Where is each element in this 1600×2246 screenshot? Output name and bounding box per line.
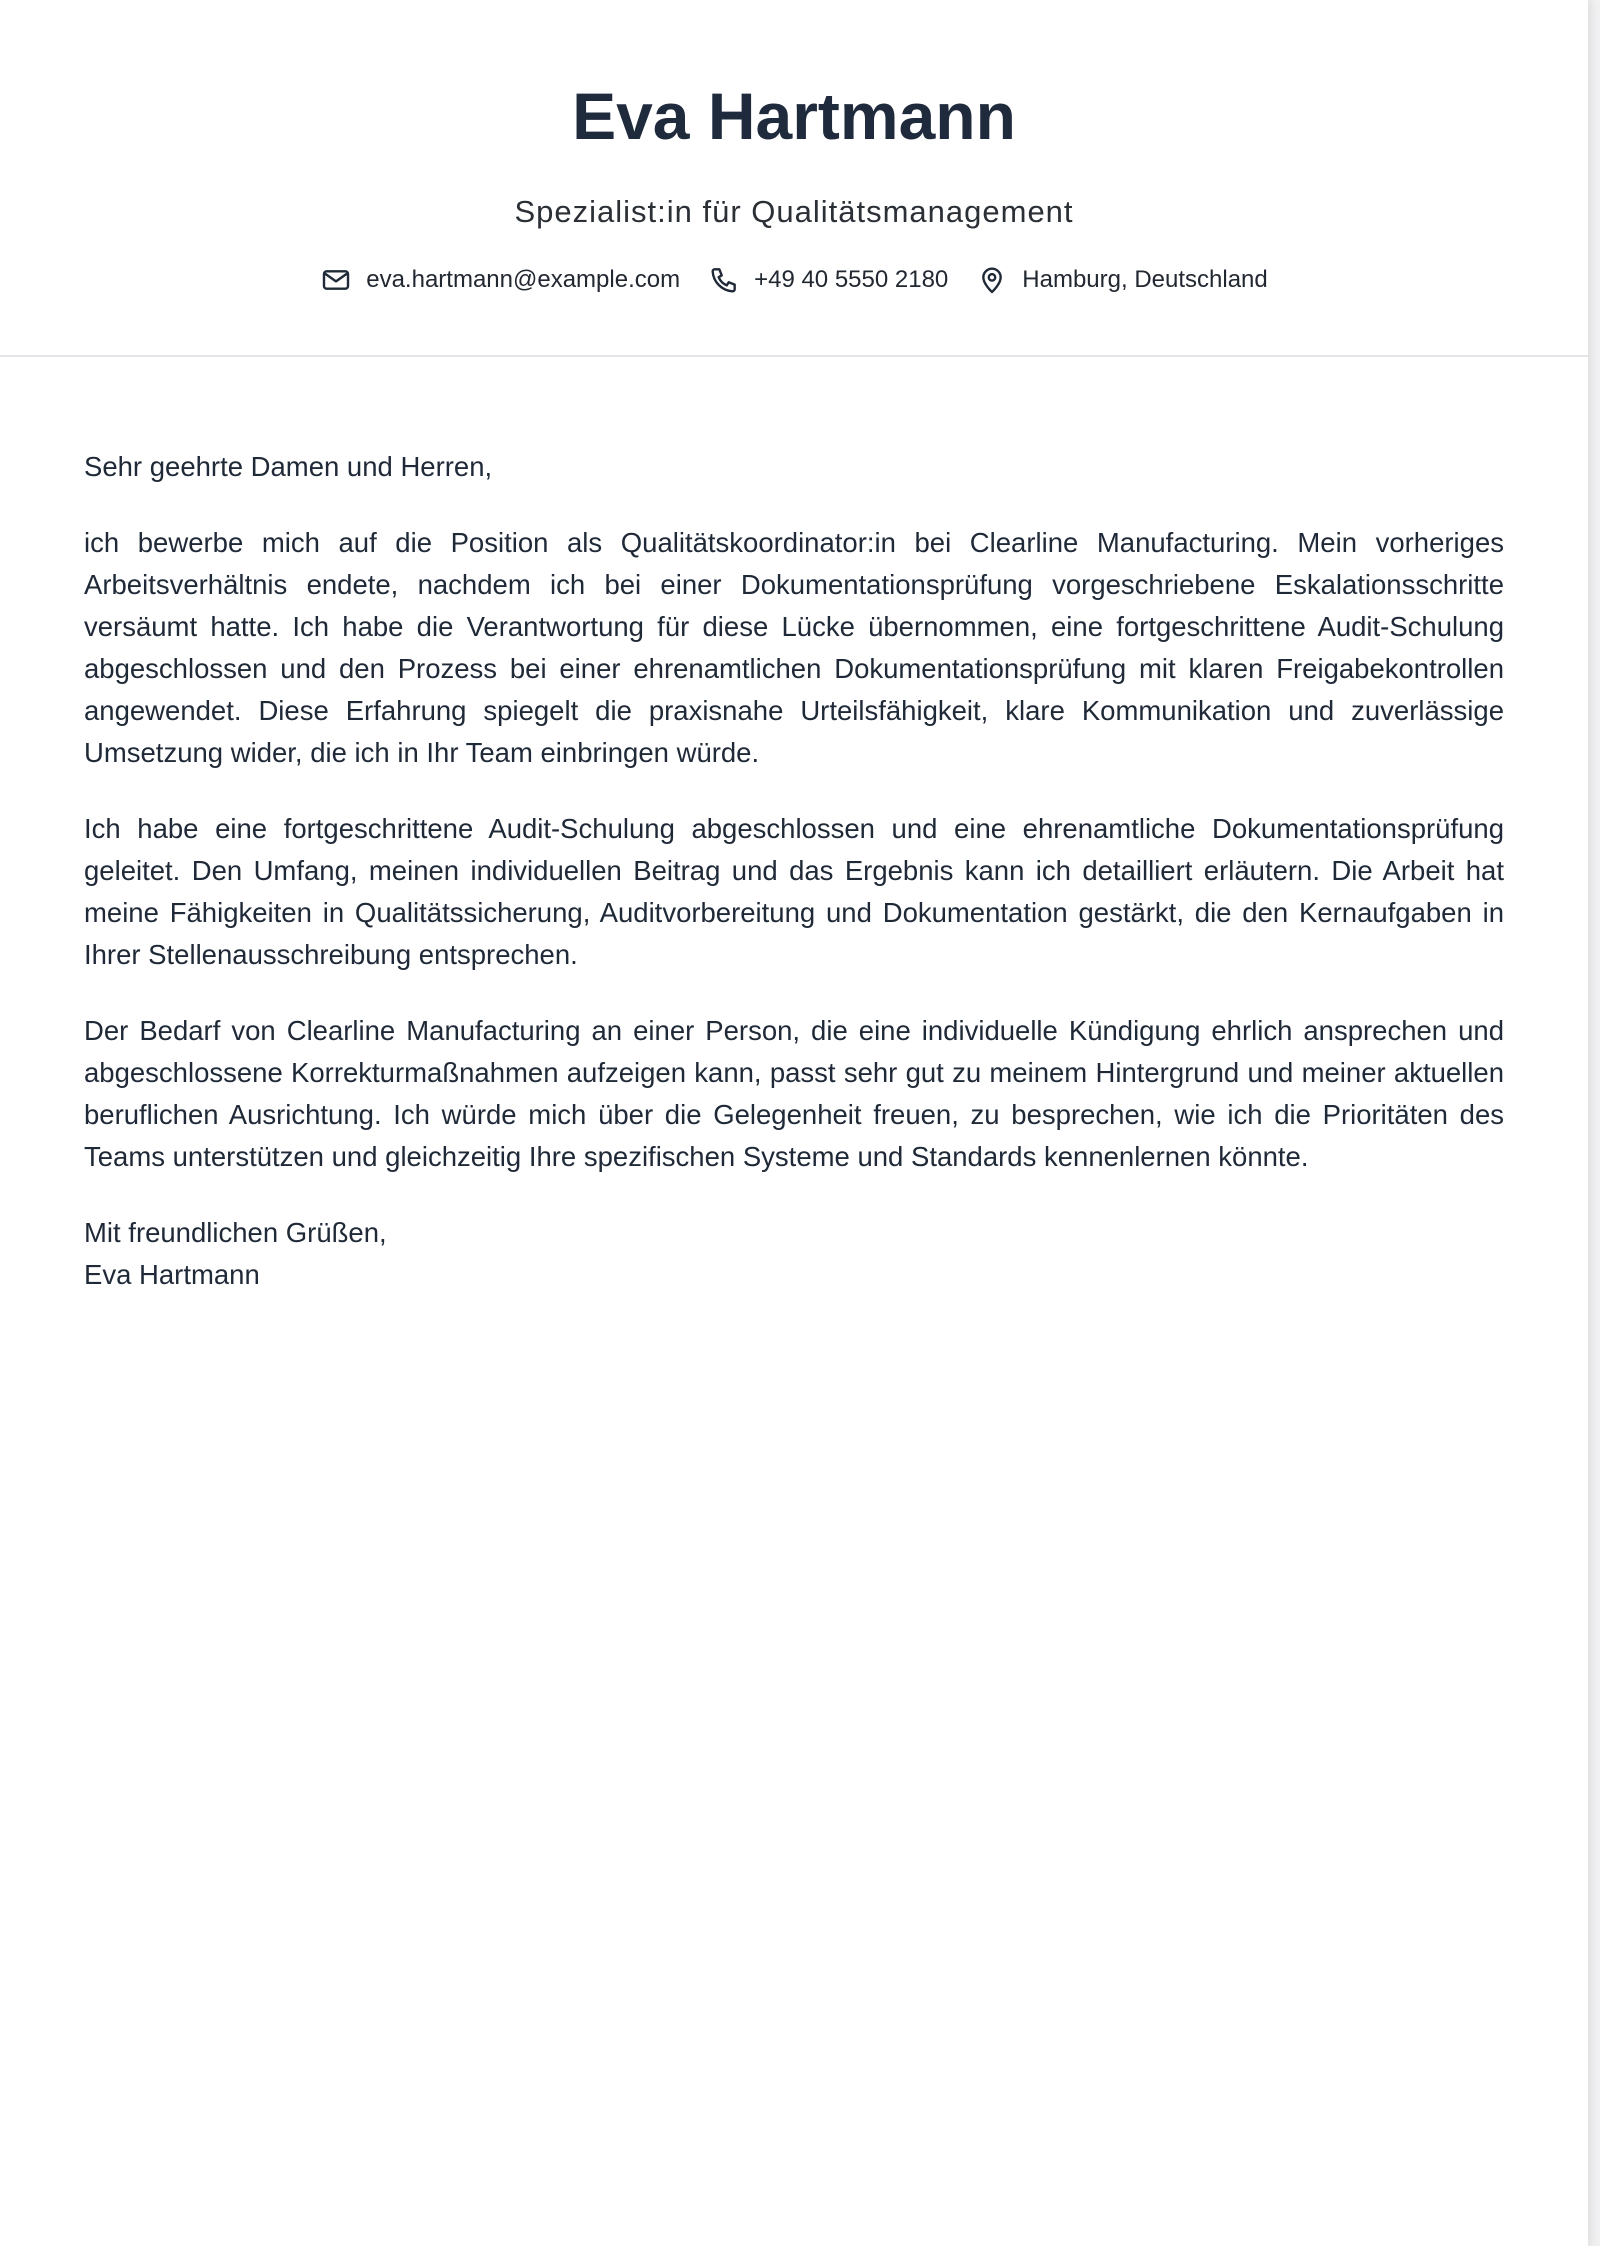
cover-letter-body [84,446,1504,1296]
salutation: Sehr geehrte Damen und Herren, [84,451,493,482]
map-pin-icon [976,264,1008,296]
paragraph-3: Der Bedarf von Clearline Manufacturing an einer Person, die eine individuelle Kündigung ehrlich ansprechen und abgeschlossene Korrekturmaßnahmen aufzeigen kann, passt sehr gut zu meinem Hintergrund und meiner aktuellen beruflichen Ausrichtung. Ich würde mich über die Gelegenheit freuen, zu besprechen, wie ich die Prioritäten des Teams unterstützen und gleichzeitig Ihre spezifischen Systeme und Standards kennenlernen könnte. [84,1015,1504,1172]
contact-phone[interactable] [708,262,948,298]
closing-phrase: Mit freundlichen Grüßen, [84,1217,387,1248]
resume-header [0,0,1588,357]
signature: Eva Hartmann [84,1259,260,1290]
closing-block [84,1212,1504,1296]
phone-text: +49 40 5550 2180 [754,266,949,293]
email-text: eva.hartmann@example.com [366,266,681,293]
location-text: Hamburg, Deutschland [1022,266,1268,293]
contact-bar [0,262,1588,298]
contact-location [976,262,1267,298]
applicant-name: Eva Hartmann [572,79,1016,153]
phone-icon [708,264,740,296]
contact-email[interactable] [320,262,680,298]
paragraph-1: ich bewerbe mich auf die Position als Qualitätskoordinator:in bei Clearline Manufacturing. Mein vorheriges Arbeitsverhältnis endete, nachdem ich bei einer Dokumentationsprüfung vorgeschriebene Eskalationsschritte versäumt hatte. Ich habe die Verantwortung für diese Lücke übernommen, eine fortgeschrittene Audit-Schulung abgeschlossen und den Prozess bei einer ehrenamtlichen Dokumentationsprüfung mit klaren Freigabekontrollen angewendet. Diese Erfahrung spiegelt die praxisnahe Urteilsfähigkeit, klare Kommunikation und zuverlässige Umsetzung wider, die ich in Ihr Team einbringen würde. [84,527,1504,768]
paragraph-2: Ich habe eine fortgeschrittene Audit-Schulung abgeschlossen und eine ehrenamtliche Dokumentationsprüfung geleitet. Den Umfang, meinen individuellen Beitrag und das Ergebnis kann ich detailliert erläutern. Die Arbeit hat meine Fähigkeiten in Qualitätssicherung, Auditvorbereitung und Dokumentation gestärkt, die den Kernaufgaben in Ihrer Stellenausschreibung entsprechen. [84,813,1504,970]
mail-icon [320,264,352,296]
job-title: Spezialist:in für Qualitätsmanagement [514,194,1074,229]
